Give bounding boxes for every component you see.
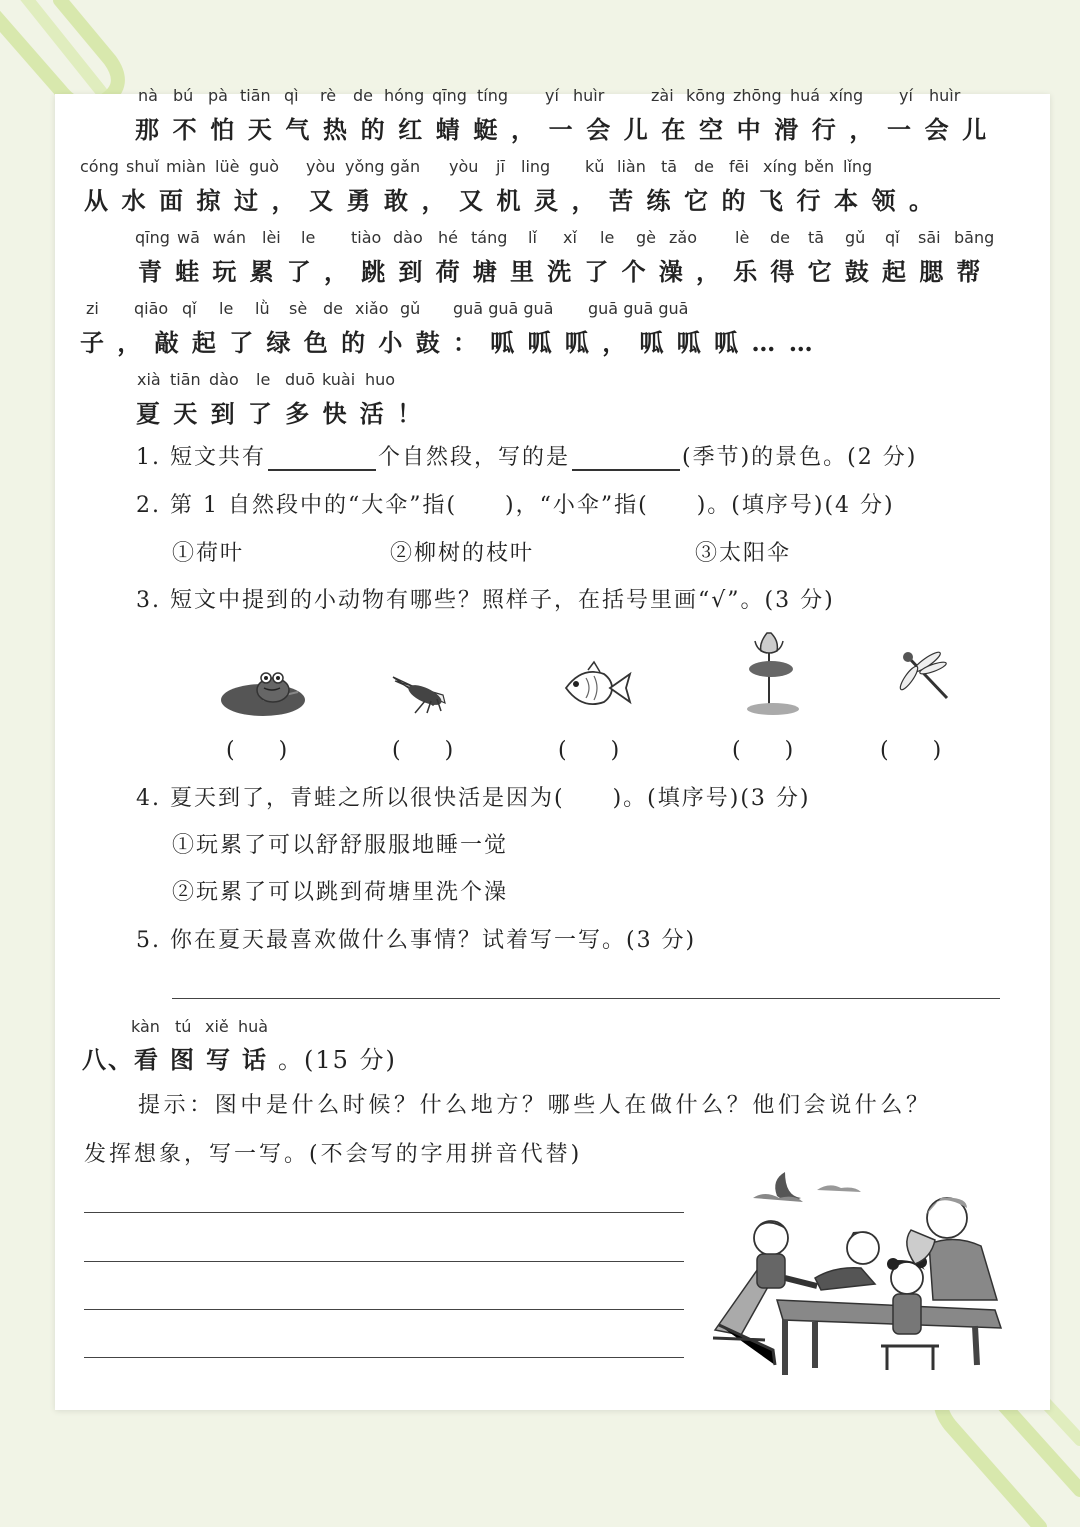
pinyin-syllable: huo [365, 370, 396, 389]
pinyin-syllable: tā [808, 228, 825, 247]
pinyin-syllable: hóng [384, 86, 425, 105]
pinyin-syllable: nà [138, 86, 158, 105]
pinyin-syllable: duō [285, 370, 316, 389]
pinyin-syllable: tā [661, 157, 678, 176]
pinyin-syllable: shuǐ [126, 157, 160, 176]
pinyin-syllable: tíng [477, 86, 509, 105]
pinyin-syllable: qīng [135, 228, 170, 247]
pinyin-syllable: qiāo [134, 299, 169, 318]
pinyin-syllable: guò [249, 157, 280, 176]
pinyin-syllable: qǐ [182, 299, 197, 318]
pinyin-syllable: qǐ [885, 228, 900, 247]
pinyin-syllable: qīng [432, 86, 467, 105]
question-1-text-a: 1. 短文共有 [136, 445, 266, 470]
option-sleep: ①玩累了可以舒舒服服地睡一觉 [172, 833, 509, 858]
pinyin-syllable: wán [213, 228, 247, 247]
pinyin-syllable: lè [735, 228, 750, 247]
pinyin-syllable: guā guā guā [588, 299, 689, 318]
pinyin-syllable: kōng [686, 86, 726, 105]
section-score: 。(15 分) [278, 1046, 397, 1074]
passage-hanzi: 子，敲起了绿色的小鼓：呱呱呱，呱呱呱…… [80, 328, 826, 357]
answer-blank[interactable] [572, 447, 680, 471]
pinyin-row [0, 86, 1080, 112]
passage-hanzi: 从水面掠过，又勇敢，又机灵，苦练它的飞行本领。 [84, 186, 947, 215]
children-summer-night-illustration [705, 1160, 1005, 1385]
pinyin-syllable: de [323, 299, 343, 318]
pinyin-syllable: de [770, 228, 790, 247]
pinyin-syllable: huìr [573, 86, 605, 105]
writing-line[interactable] [84, 1309, 684, 1310]
passage-hanzi: 夏天到了多快活！ [136, 399, 435, 428]
answer-paren[interactable]: ( ) [880, 738, 942, 763]
pinyin-syllable: sāi [918, 228, 941, 247]
pinyin-syllable: lǜ [255, 299, 270, 318]
pinyin-syllable: yǒng [345, 157, 385, 176]
pinyin-syllable: yòu [306, 157, 336, 176]
answer-line[interactable] [172, 998, 1000, 999]
pinyin-syllable: de [694, 157, 714, 176]
pinyin-syllable: gǔ [400, 299, 421, 318]
question-1-text-b: 个自然段，写的是 [377, 445, 570, 470]
pinyin-syllable: tiān [170, 370, 201, 389]
dragonfly-icon [895, 648, 955, 706]
pinyin-syllable: xǐ [563, 228, 577, 247]
pinyin-syllable: yí [899, 86, 913, 105]
pinyin-syllable: lèi [262, 228, 281, 247]
pinyin-syllable: zǎo [669, 228, 697, 247]
answer-paren[interactable]: ( ) [732, 738, 794, 763]
pinyin-syllable: kàn [131, 1017, 160, 1036]
pinyin-syllable: qì [284, 86, 299, 105]
pinyin-syllable: tú [175, 1017, 192, 1036]
frog-on-lily-pad-icon [218, 662, 308, 722]
pinyin-syllable: bāng [954, 228, 995, 247]
pinyin-syllable: de [353, 86, 373, 105]
option-sun-umbrella: ③太阳伞 [695, 541, 792, 566]
pinyin-syllable: lǐ [528, 228, 537, 247]
passage-hanzi: 那不怕天气热的红蜻蜓，一会儿在空中滑行，一会儿 [135, 115, 1000, 144]
fish-icon [560, 660, 635, 715]
question-5: 5. 你在夏天最喜欢做什么事情？试着写一写。(3 分) [136, 928, 697, 953]
option-lotus-leaf: ①荷叶 [172, 541, 245, 566]
question-1 [136, 440, 917, 471]
pinyin-syllable: xià [137, 370, 161, 389]
pinyin-syllable: kǔ [585, 157, 605, 176]
pinyin-syllable: le [219, 299, 234, 318]
pinyin-row [0, 228, 1080, 254]
question-2: 2. 第 1 自然段中的“大伞”指( )，“小伞”指( )。(填序号)(4 分) [136, 493, 895, 518]
pinyin-syllable: sè [289, 299, 308, 318]
pinyin-syllable: guā guā guā [453, 299, 554, 318]
pinyin-syllable: huìr [929, 86, 961, 105]
pinyin-syllable: dào [393, 228, 423, 247]
pinyin-syllable: xíng [829, 86, 864, 105]
option-bath: ②玩累了可以跳到荷塘里洗个澡 [172, 880, 509, 905]
pinyin-syllable: gǔ [845, 228, 866, 247]
pinyin-syllable: dào [209, 370, 239, 389]
pinyin-syllable: lǐng [843, 157, 873, 176]
pinyin-syllable: hé [438, 228, 458, 247]
question-3: 3. 短文中提到的小动物有哪些？照样子，在括号里画“√”。(3 分) [136, 588, 835, 613]
answer-paren[interactable]: ( ) [226, 738, 288, 763]
pinyin-syllable: lüè [215, 157, 240, 176]
section-8-title [82, 1040, 397, 1075]
pinyin-syllable: cóng [80, 157, 119, 176]
pinyin-syllable: xiǎo [355, 299, 389, 318]
pinyin-syllable: miàn [166, 157, 206, 176]
lotus-flower-icon [735, 627, 805, 717]
question-1-text-c: (季节)的景色。(2 分) [682, 445, 918, 470]
writing-line[interactable] [84, 1212, 684, 1213]
pinyin-syllable: gǎn [390, 157, 421, 176]
pinyin-row [0, 157, 1080, 183]
pinyin-syllable: le [256, 370, 271, 389]
pinyin-syllable: zài [651, 86, 674, 105]
answer-paren[interactable]: ( ) [392, 738, 454, 763]
section-title: 看图写话 [134, 1045, 278, 1074]
pinyin-syllable: táng [471, 228, 508, 247]
pinyin-row [0, 370, 1080, 396]
pinyin-syllable: wā [177, 228, 200, 247]
pinyin-syllable: tiào [351, 228, 382, 247]
cicada-icon [385, 665, 455, 715]
writing-line[interactable] [84, 1261, 684, 1262]
pinyin-syllable: pà [208, 86, 228, 105]
pinyin-syllable: kuài [322, 370, 356, 389]
pinyin-syllable: jī [496, 157, 505, 176]
pinyin-syllable: xiě [205, 1017, 229, 1036]
pinyin-syllable: yòu [449, 157, 479, 176]
pinyin-syllable: le [301, 228, 316, 247]
pinyin-syllable: fēi [729, 157, 749, 176]
writing-line[interactable] [84, 1357, 684, 1358]
section-number: 八、 [82, 1045, 134, 1074]
pinyin-syllable: ling [521, 157, 551, 176]
answer-paren[interactable]: ( ) [558, 738, 620, 763]
pinyin-syllable: rè [320, 86, 337, 105]
pinyin-syllable: liàn [617, 157, 646, 176]
pinyin-syllable: běn [804, 157, 835, 176]
question-4: 4. 夏天到了，青蛙之所以很快活是因为( )。(填序号)(3 分) [136, 786, 811, 811]
pinyin-syllable: huà [238, 1017, 269, 1036]
pinyin-syllable: tiān [240, 86, 271, 105]
pinyin-syllable: zi [86, 299, 99, 318]
pinyin-syllable: xíng [763, 157, 798, 176]
section-8-hint-line-2: 发挥想象，写一写。(不会写的字用拼音代替) [84, 1142, 583, 1167]
pinyin-syllable: huá [790, 86, 821, 105]
pinyin-row [0, 299, 1080, 325]
pinyin-syllable: yí [545, 86, 559, 105]
section-8-hint-line-1: 提示：图中是什么时候？什么地方？哪些人在做什么？他们会说什么？ [138, 1093, 932, 1118]
option-willow-branches: ②柳树的枝叶 [390, 541, 535, 566]
pinyin-syllable: bú [173, 86, 194, 105]
passage-hanzi: 青蛙玩累了，跳到荷塘里洗了个澡，乐得它鼓起腮帮 [138, 257, 994, 286]
pinyin-syllable: le [600, 228, 615, 247]
pinyin-syllable: gè [636, 228, 656, 247]
pinyin-syllable: zhōng [733, 86, 782, 105]
answer-blank[interactable] [268, 447, 376, 471]
